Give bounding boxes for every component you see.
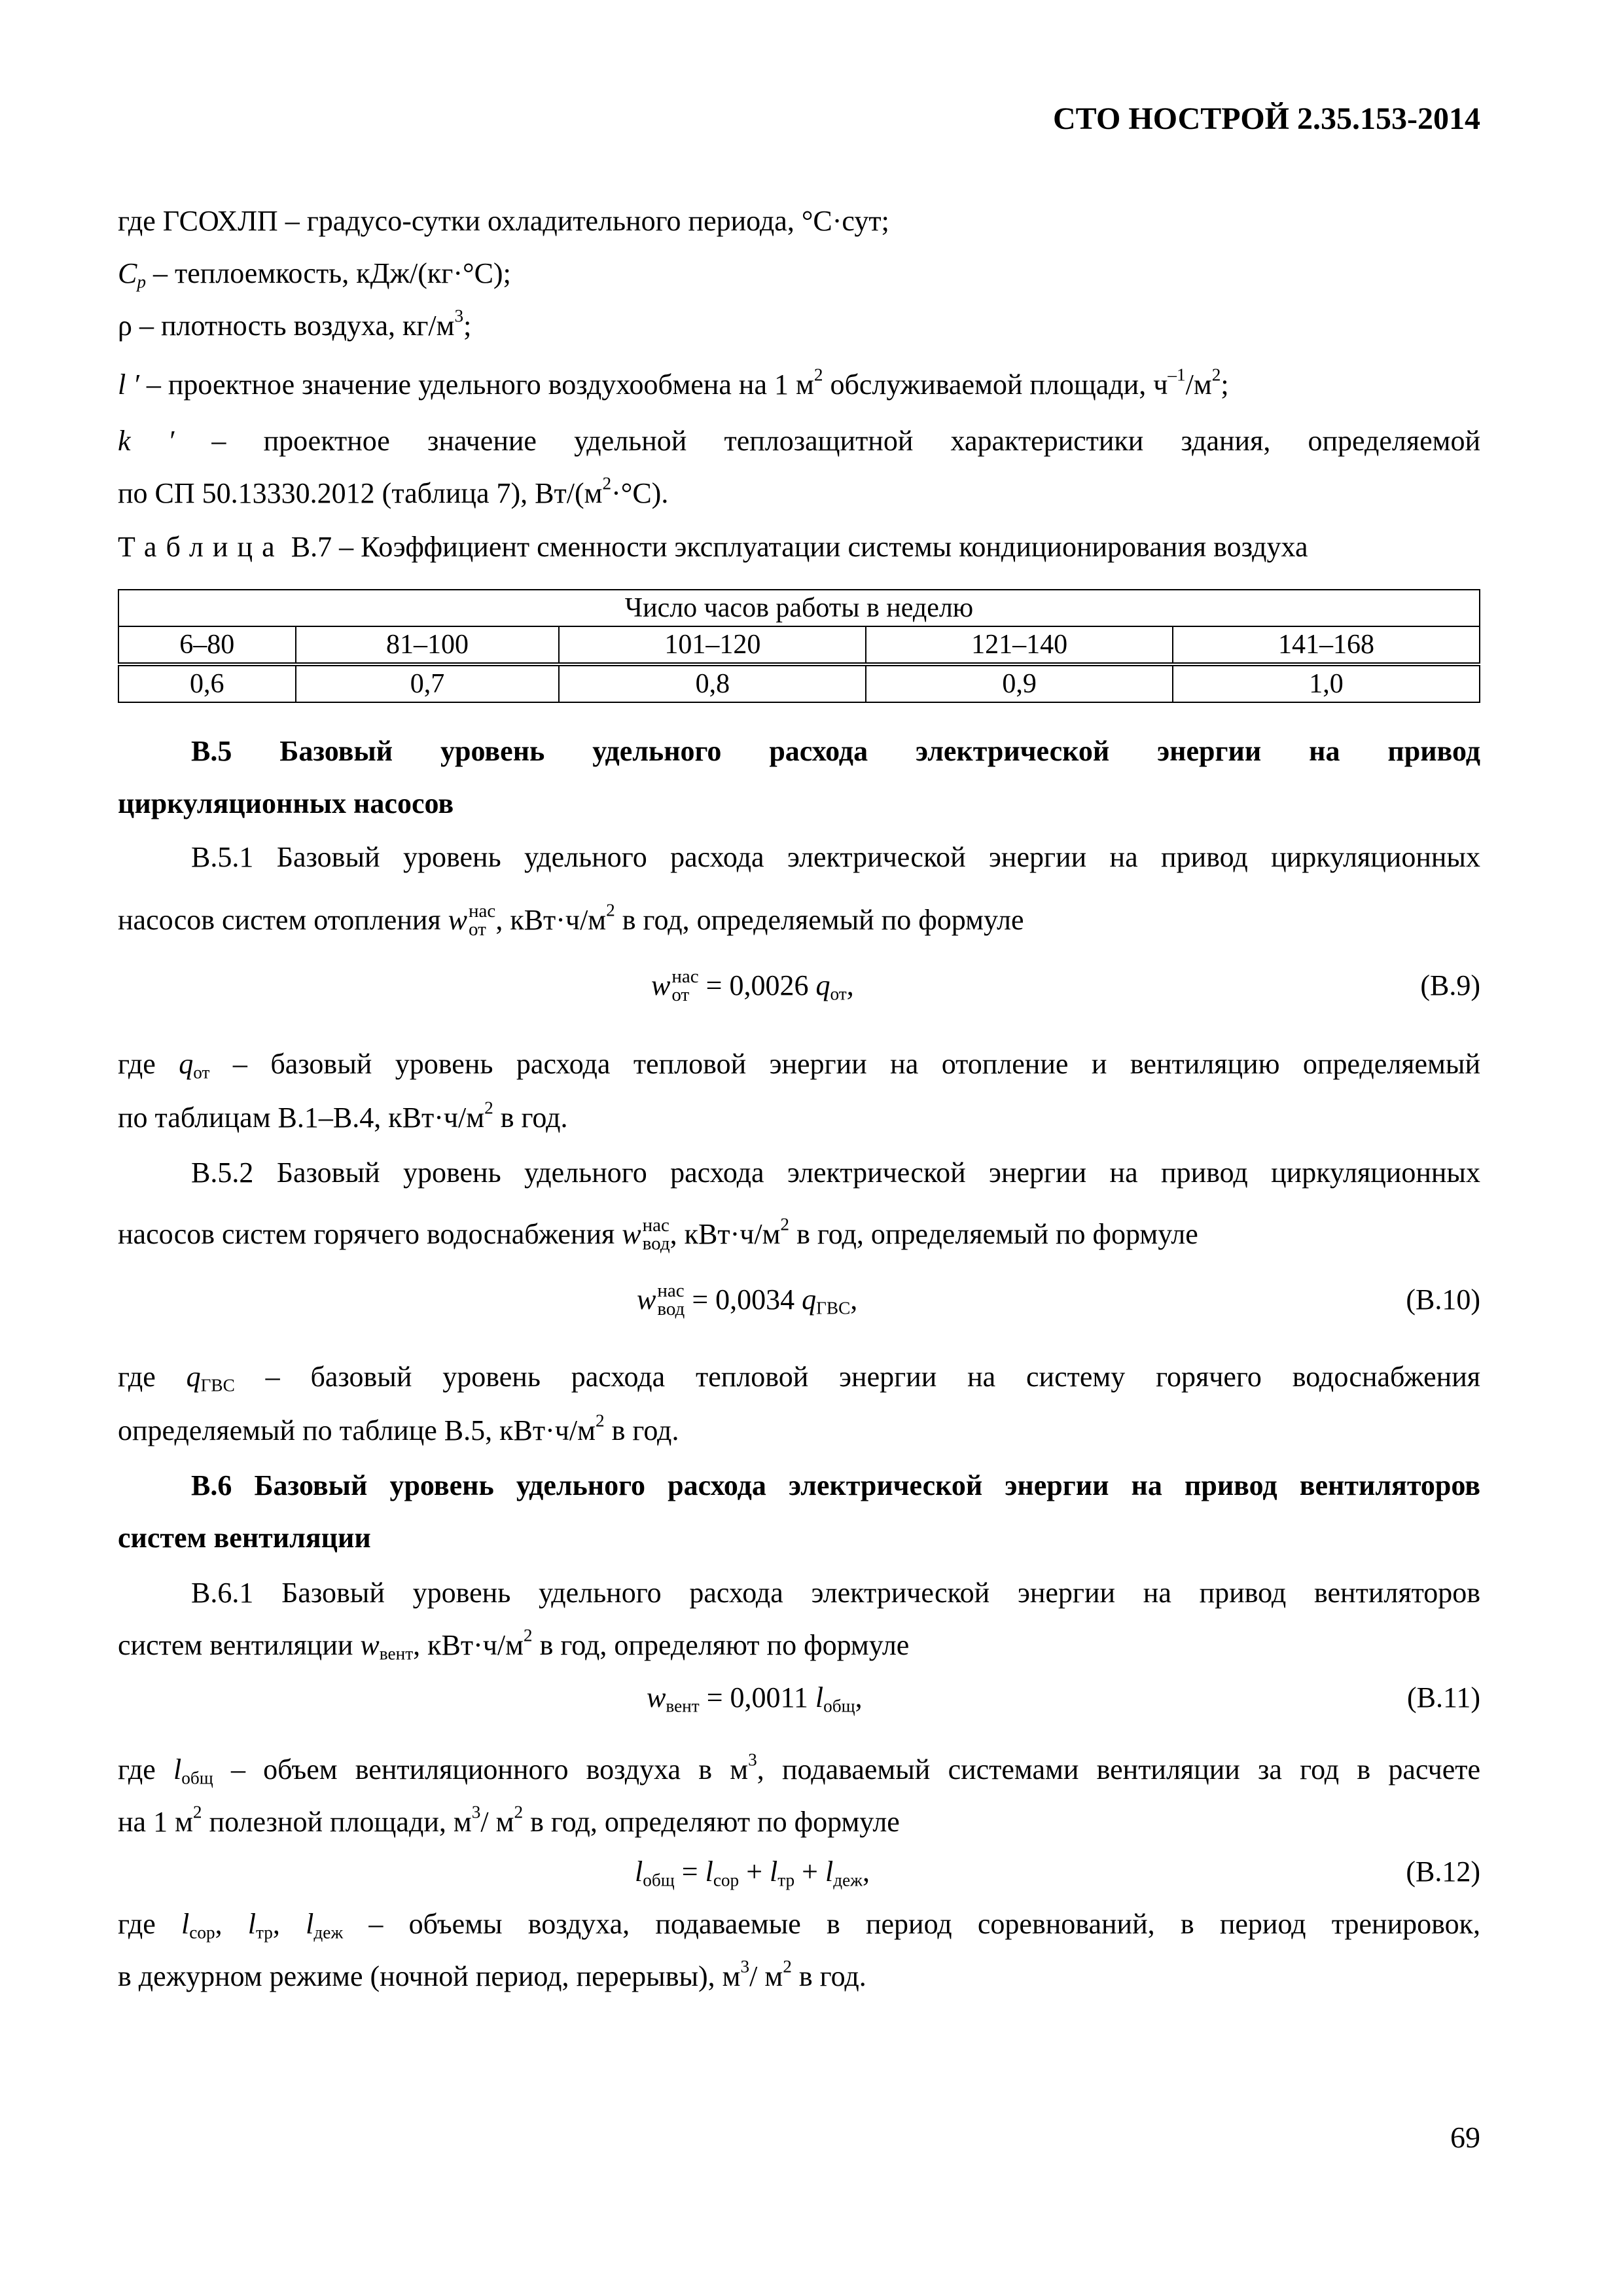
formula-number: (В.12) [1406,1856,1480,1888]
section-b5-heading-line1: В.5 Базовый уровень удельного расхода электрической энергии на привод [191,735,1480,767]
formula-b12: $l_{общ} = l_{сор} + l_{тр} + l_{деж}$, (В.12) [118,1846,1480,1898]
definition-k-prime-line2: по СП 50.13330.2012 (таблица 7), $Вт/(м^2\cdot^\circ С)$. [118,473,669,509]
table-cell: 0,9 [866,664,1173,702]
definition-cp: $C_p$ – теплоемкость, кДж/(кг·°С); [118,257,511,292]
page-number: 69 [1450,2121,1480,2154]
paragraph-q-ot-line1: где $q_{от}$ – базовый уровень расхода тепловой энергии на отопление и вентиляцию определяемый [118,1048,1480,1083]
definition-l-prime: l ′ – проектное значение удельного воздухообмена на 1 $м^2$ обслуживаемой площади, $ч^{-1}/м^2$; [118,365,1229,401]
table-cell: 0,6 [118,664,296,702]
paragraph-b61-line1: В.6.1 Базовый уровень удельного расхода электрической энергии на привод вентиляторов [191,1577,1480,1609]
formula-number: (В.10) [1406,1283,1480,1316]
paragraph-b52-line2: насосов систем горячего водоснабжения w нас вод , $кВт\cdot ч/м^2$ в год, определяемый по формуле [118,1214,1198,1254]
paragraph-l-obsh-line1: где $l_{общ}$ – объем вентиляционного воздуха в $м^3$, подаваемый системами вентиляции за год в расчете [118,1749,1480,1788]
document-code-header: СТО НОСТРОЙ 2.35.153-2014 [1052,101,1480,136]
paragraph-q-gvs-line2: определяемый по таблице В.5, $кВт\cdot ч/м^2$ в год. [118,1410,679,1446]
table-ranges-row [118,626,1480,664]
table-cell: 101–120 [559,626,866,664]
paragraph-q-gvs-line1: где $q_{ГВС}$ – базовый уровень расхода тепловой энергии на систему горячего водоснабжения [118,1361,1480,1395]
table-b7 [118,589,1480,703]
section-b6-heading-line2: систем вентиляции [118,1522,371,1554]
paragraph-b52-line1: В.5.2 Базовый уровень удельного расхода электрической энергии на привод циркуляционных [191,1157,1480,1189]
paragraph-l-components-line2: в дежурном режиме (ночной период, перерывы), $м^3/$ $м^2$ в год. [118,1956,866,1992]
formula-number: (В.9) [1420,969,1480,1001]
paragraph-b51-line1: В.5.1 Базовый уровень удельного расхода электрической энергии на привод циркуляционных [191,841,1480,873]
formula-number: (В.11) [1406,1681,1480,1713]
table-header-row [118,590,1480,626]
table-cell: 81–100 [296,626,560,664]
paragraph-q-ot-line2: по таблицам В.1–В.4, $кВт\cdot ч/м^2$ в год. [118,1098,568,1134]
formula-b9: w нас от = 0,0026 $q_{от}$, (В.9) [118,960,1480,1012]
table-b7-caption: Таблица В.7 – Коэффициент сменности эксплуатации системы кондиционирования воздуха [118,531,1308,563]
definition-rho: ρ – плотность воздуха, $кг/м^3$; [118,306,472,342]
table-values-row [118,664,1480,702]
table-cell: 6–80 [118,626,296,664]
table-cell: 1,0 [1173,664,1480,702]
table-cell: 121–140 [866,626,1173,664]
formula-b10: w нас вод = 0,0034 $q_{ГВС}$, (В.10) [118,1274,1480,1326]
table-cell: 141–168 [1173,626,1480,664]
paragraph-l-obsh-line2: на 1 $м^2$ полезной площади, $м^3/$ $м^2$ в год, определяют по формуле [118,1802,900,1838]
formula-b11: $w_{вент} = 0,0011$ $l_{общ}$, (В.11) [118,1672,1480,1724]
table-header-cell: Число часов работы в неделю [118,590,1480,626]
paragraph-b61-line2: систем вентиляции $w_{вент}$, $кВт\cdot ч/м^2$ в год, определяют по формуле [118,1625,910,1664]
table-cell: 0,8 [559,664,866,702]
definition-k-prime-line1: k ′ – проектное значение удельной теплозащитной характеристики здания, определяемой [118,425,1480,457]
paragraph-b51-line2: насосов систем отопления w нас от , $кВт\cdot ч/м^2$ в год, определяемый по формуле [118,900,1024,940]
table-cell: 0,7 [296,664,560,702]
definition-gsohlp: где ГСОХЛП – градусо-сутки охладительного периода, °С·сут; [118,205,889,237]
section-b5-heading-line2: циркуляционных насосов [118,787,454,819]
section-b6-heading-line1: В.6 Базовый уровень удельного расхода электрической энергии на привод вентиляторов [191,1469,1480,1501]
paragraph-l-components-line1: где $l_{сор}$, $l_{тр}$, $l_{деж}$ – объемы воздуха, подаваемые в период соревнований, в период тренировок, [118,1908,1480,1943]
